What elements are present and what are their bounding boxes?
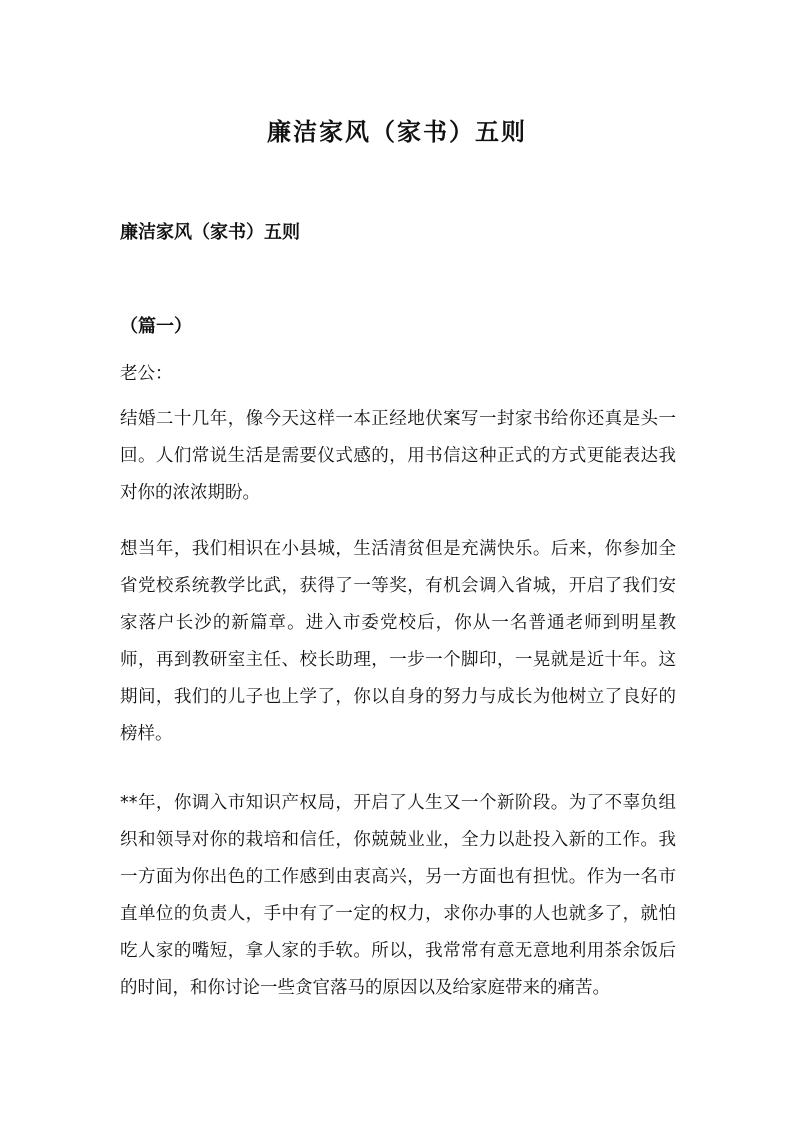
section-heading: （篇一） [120, 316, 192, 337]
document-subtitle: 廉洁家风（家书）五则 [120, 222, 300, 243]
paragraph-3: **年，你调入市知识产权局，开启了人生又一个新阶段。为了不辜负组织和领导对你的栽培和信任，你兢兢业业，全力以赴投入新的工作。我一方面为你出色的工作感到由衷高兴，另一方面也有担忧。作为一名市直单位的负责人，手中有了一定的权力，求你办事的人也就多了，就怕吃人家的嘴短，拿人家的手软。所以，我常常有意无意地利用茶余饭后的时间，和你讨论一些贪官落马的原因以及给家庭带来的痛苦。 [120, 793, 676, 998]
paragraph-1: 结婚二十几年，像今天这样一本正经地伏案写一封家书给你还真是头一回。人们常说生活是需要仪式感的，用书信这种正式的方式更能表达我对你的浓浓期盼。 [120, 409, 676, 503]
letter-salutation: 老公： [120, 364, 173, 384]
document-title: 廉洁家风（家书）五则 [267, 118, 527, 146]
paragraph-2: 想当年，我们相识在小县城，生活清贫但是充满快乐。后来，你参加全省党校系统教学比武，获得了一等奖，有机会调入省城，开启了我们安家落户长沙的新篇章。进入市委党校后，你从一名普通老师到明星教师，再到教研室主任、校长助理，一步一个脚印，一晃就是近十年。这期间，我们的儿子也上学了，你以自身的努力与成长为他树立了良好的榜样。 [120, 539, 676, 744]
